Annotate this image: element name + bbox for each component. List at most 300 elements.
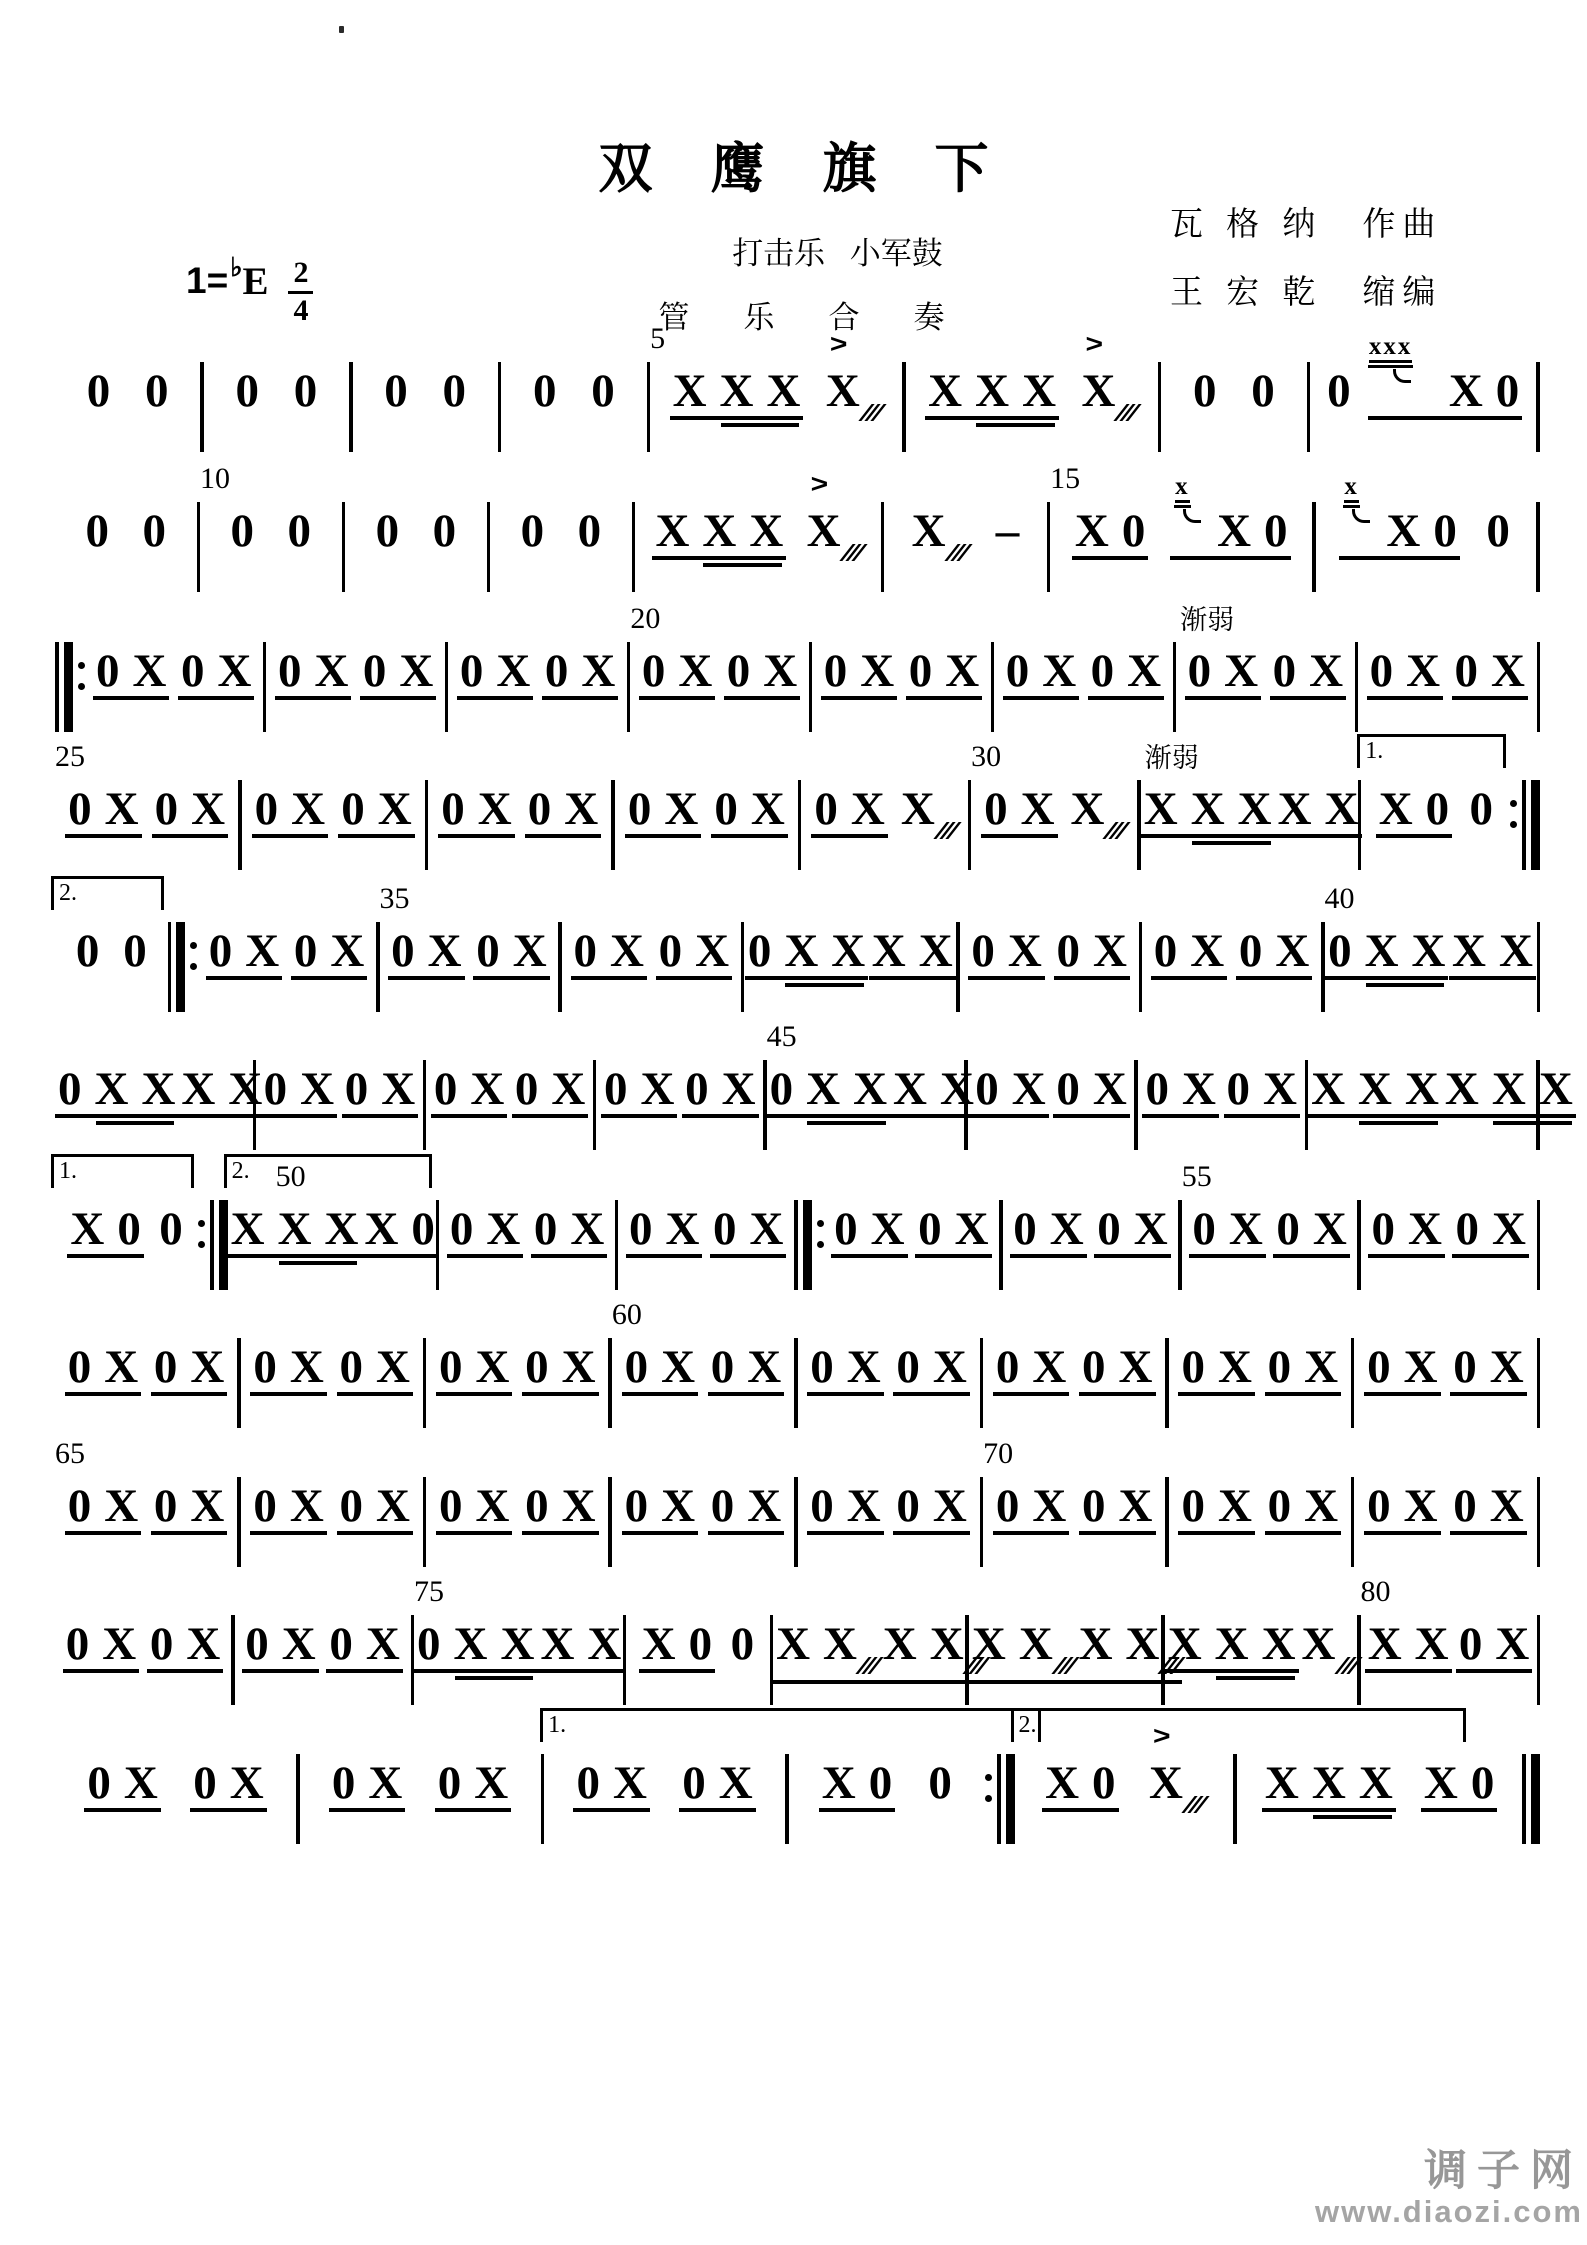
note-glyph: 0 xyxy=(1367,1341,1391,1393)
measure-47 xyxy=(1138,1063,1305,1118)
note xyxy=(1224,645,1259,697)
beat-group xyxy=(728,1618,758,1674)
note xyxy=(65,1618,90,1670)
measure-7 xyxy=(1161,365,1306,421)
note-glyph: 0 xyxy=(1082,1341,1106,1393)
note xyxy=(362,645,387,697)
note xyxy=(685,1063,709,1115)
note-glyph: X xyxy=(104,1480,139,1532)
beat-group xyxy=(670,365,804,420)
beat-group xyxy=(512,1063,588,1118)
measure-56 xyxy=(1361,1203,1537,1258)
note xyxy=(1358,1063,1392,1115)
note-glyph: X xyxy=(141,1063,176,1115)
note xyxy=(191,783,226,835)
note-glyph: 0 xyxy=(65,1618,90,1670)
beat-group xyxy=(915,1203,991,1258)
note-glyph: X xyxy=(365,1618,400,1670)
beat-group xyxy=(993,1341,1069,1396)
note xyxy=(870,1203,905,1255)
note-glyph: X xyxy=(1311,1757,1346,1809)
note xyxy=(1407,1203,1442,1255)
beat-group xyxy=(639,645,715,700)
note-glyph: X xyxy=(806,505,841,557)
note xyxy=(564,783,599,835)
note-glyph: 0 xyxy=(1090,645,1115,697)
beat-group xyxy=(84,365,114,421)
note-glyph: X xyxy=(1491,1063,1526,1115)
measure-8 xyxy=(1310,333,1536,421)
note-glyph: 0 xyxy=(628,1203,653,1255)
note-glyph: X xyxy=(474,1757,509,1809)
note xyxy=(300,1063,335,1115)
note xyxy=(1145,1063,1169,1115)
note xyxy=(1403,1480,1438,1532)
note-glyph: 0 xyxy=(896,1480,920,1532)
note-glyph: 0 xyxy=(747,925,772,977)
note-glyph: 0 xyxy=(1454,645,1479,697)
measure-72 xyxy=(1354,1480,1536,1535)
note xyxy=(719,365,754,417)
note xyxy=(432,505,457,557)
beat-group xyxy=(430,505,460,561)
note-glyph: X xyxy=(1093,925,1127,977)
note xyxy=(153,1341,178,1393)
note xyxy=(1277,783,1312,835)
note-glyph: X xyxy=(1264,1757,1299,1809)
note-glyph: 0 xyxy=(544,645,569,697)
note-glyph: X xyxy=(1404,1063,1439,1115)
beat-group xyxy=(151,1341,227,1396)
note xyxy=(1311,1063,1346,1115)
note xyxy=(1214,1618,1249,1670)
note-glyph: X xyxy=(70,1203,105,1255)
measure-30 xyxy=(971,740,1137,850)
beat-group xyxy=(969,1618,1076,1684)
beat-group xyxy=(360,645,436,700)
beat-group xyxy=(67,1203,143,1258)
note-glyph: X xyxy=(190,1480,225,1532)
note-glyph: 0 xyxy=(1371,1203,1395,1255)
note xyxy=(453,1618,488,1670)
beat-group xyxy=(530,365,560,421)
repeat-dots xyxy=(985,1774,992,1844)
measure-50 xyxy=(228,1158,436,1258)
note xyxy=(1275,925,1310,977)
measure-75 xyxy=(414,1575,623,1673)
note-glyph: X xyxy=(721,1063,756,1115)
note xyxy=(1455,1203,1479,1255)
beat-group xyxy=(573,1757,649,1812)
note xyxy=(1368,333,1483,417)
note-glyph: X xyxy=(1143,783,1178,835)
note xyxy=(853,1063,888,1115)
note xyxy=(831,925,866,977)
note xyxy=(945,645,980,697)
note-glyph: 0 xyxy=(685,1063,709,1115)
note-glyph: X xyxy=(1367,1618,1402,1670)
note xyxy=(459,645,484,697)
note-glyph: X xyxy=(1538,1063,1573,1115)
note xyxy=(1007,925,1042,977)
sixteenth-subgroup xyxy=(784,925,866,977)
time-signature-numerator: 2 xyxy=(288,258,313,294)
note xyxy=(1181,1480,1205,1532)
note-glyph: 0 xyxy=(67,1480,92,1532)
barline-thin xyxy=(1537,1200,1541,1290)
note xyxy=(900,783,955,839)
note xyxy=(1093,925,1127,977)
note-glyph: 0 xyxy=(975,1063,999,1115)
note xyxy=(341,783,365,835)
note xyxy=(1453,1480,1477,1532)
note-glyph: 0 xyxy=(153,1480,178,1532)
volta-label: 1. xyxy=(1365,738,1384,764)
beat-group xyxy=(250,1480,326,1535)
note-glyph: 0 xyxy=(1367,1480,1391,1532)
note-glyph: X xyxy=(1489,1341,1524,1393)
measure-17 xyxy=(85,645,263,700)
note-glyph: X xyxy=(850,783,885,835)
beat-group xyxy=(682,1063,758,1118)
beat-group xyxy=(711,783,787,838)
measure-74 xyxy=(235,1618,411,1673)
beat-group xyxy=(473,925,549,980)
beat-group xyxy=(972,1063,1048,1118)
beat-group xyxy=(65,783,141,838)
note xyxy=(823,1618,877,1674)
volta-bracket xyxy=(51,1154,194,1188)
sixteenth-subgroup xyxy=(1214,1618,1296,1670)
barline xyxy=(1537,922,1541,1012)
beat-group xyxy=(1325,925,1448,980)
note-glyph: X xyxy=(1217,1341,1252,1393)
note xyxy=(1491,1063,1526,1115)
note-glyph: X xyxy=(911,505,946,557)
note-glyph: 0 xyxy=(995,1341,1020,1393)
beat-group xyxy=(447,1203,523,1258)
beat-group xyxy=(518,505,548,561)
note-glyph: X xyxy=(678,645,713,697)
note-glyph: X xyxy=(104,783,139,835)
note-glyph: X xyxy=(1423,1757,1458,1809)
barline xyxy=(198,1200,228,1290)
beat-group xyxy=(178,645,254,700)
note-glyph: X xyxy=(1261,1618,1296,1670)
note-glyph: X xyxy=(1403,1480,1438,1532)
measure-53 xyxy=(824,1203,1000,1258)
note-glyph: 0 xyxy=(1121,505,1146,557)
note xyxy=(245,1618,269,1670)
barline-thick xyxy=(1006,1754,1015,1844)
note-glyph: X xyxy=(587,1618,622,1670)
note-glyph: X xyxy=(1304,1341,1339,1393)
beat-group xyxy=(250,1341,326,1396)
note xyxy=(806,470,861,561)
measure-77 xyxy=(773,1618,965,1684)
barline-thick xyxy=(1531,1754,1540,1844)
beat-group xyxy=(1088,645,1164,700)
note xyxy=(208,925,233,977)
note-glyph: X xyxy=(1020,783,1055,835)
note xyxy=(475,1480,510,1532)
note xyxy=(339,1480,364,1532)
measure-number: 75 xyxy=(414,1575,445,1608)
note xyxy=(1167,1618,1202,1670)
note xyxy=(1276,1203,1300,1255)
note xyxy=(1042,645,1077,697)
note-glyph: X xyxy=(132,645,167,697)
note xyxy=(806,1063,841,1115)
beat-group xyxy=(1142,1063,1218,1118)
note-glyph: X xyxy=(1045,1757,1080,1809)
dynamic-marking: 渐弱 xyxy=(1180,605,1235,635)
measure-15 xyxy=(1050,462,1312,560)
note xyxy=(682,1757,706,1809)
repeat-dot xyxy=(198,1241,205,1248)
note xyxy=(1127,645,1162,697)
note xyxy=(474,1757,509,1809)
note-glyph: X xyxy=(918,925,953,977)
note-glyph: X xyxy=(1042,645,1077,697)
barline xyxy=(985,1754,1015,1844)
note-glyph: X xyxy=(1018,1618,1053,1670)
note xyxy=(612,1757,647,1809)
note xyxy=(291,783,326,835)
note xyxy=(893,1063,927,1115)
note-glyph: X xyxy=(228,1063,263,1115)
note-glyph: 0 xyxy=(438,1341,463,1393)
note-glyph: X xyxy=(551,1063,586,1115)
beat-group xyxy=(142,365,172,421)
note xyxy=(655,505,690,557)
note-glyph: 0 xyxy=(1187,645,1212,697)
composer-credit: 瓦 格 纳 作曲 xyxy=(1170,205,1443,242)
note-glyph: X xyxy=(664,783,699,835)
note xyxy=(486,1203,521,1255)
note-glyph: X xyxy=(1358,1063,1392,1115)
note xyxy=(411,1203,435,1255)
note-glyph: X xyxy=(94,1063,129,1115)
beat-group xyxy=(233,365,263,421)
note xyxy=(329,1618,353,1670)
note xyxy=(911,505,966,561)
note xyxy=(641,1618,676,1670)
beat-group xyxy=(438,783,514,838)
measure-82 xyxy=(300,1757,541,1812)
note-glyph: 0 xyxy=(814,783,838,835)
accent-icon: > xyxy=(1153,1722,1171,1751)
tremolo-slashes-icon xyxy=(944,544,972,561)
note-glyph: X xyxy=(823,1618,857,1670)
note xyxy=(1358,1757,1393,1809)
beat-group xyxy=(1367,645,1443,700)
note-glyph: 0 xyxy=(1238,925,1263,977)
note-glyph: X xyxy=(1309,645,1344,697)
note xyxy=(1049,1203,1084,1255)
beat-group xyxy=(981,783,1057,838)
note-glyph: 0 xyxy=(1267,1341,1292,1393)
measure-51 xyxy=(439,1203,615,1258)
note-glyph: X xyxy=(330,925,365,977)
note xyxy=(628,1203,653,1255)
note xyxy=(868,1757,893,1809)
note xyxy=(475,1341,510,1393)
measure-19 xyxy=(448,645,626,700)
note-glyph: X xyxy=(672,365,707,417)
measure-number: 80 xyxy=(1360,1575,1391,1608)
volta-label: 2. xyxy=(1018,1712,1037,1738)
note xyxy=(438,1480,463,1532)
note xyxy=(1056,1063,1080,1115)
note xyxy=(1070,783,1125,839)
beat-group xyxy=(1185,645,1261,700)
note xyxy=(193,1757,217,1809)
beat-group xyxy=(1178,1341,1254,1396)
note xyxy=(253,1341,277,1393)
measure-73 xyxy=(55,1618,231,1673)
note-glyph: 0 xyxy=(1192,1203,1216,1255)
note xyxy=(672,365,707,417)
beat-group xyxy=(1308,1063,1442,1118)
measure-84 xyxy=(789,1757,985,1813)
note-glyph: X xyxy=(300,1063,335,1115)
measure-65 xyxy=(55,1437,237,1535)
dynamic-marking: 渐弱 xyxy=(1144,743,1199,773)
beat-group xyxy=(326,1618,402,1673)
note xyxy=(142,505,167,557)
note-glyph: X xyxy=(749,1203,784,1255)
note-glyph: X xyxy=(1118,1480,1153,1532)
beat-group xyxy=(388,925,464,980)
note xyxy=(1121,505,1146,557)
note xyxy=(500,1618,535,1670)
note-glyph: 0 xyxy=(1369,645,1394,697)
beat-group xyxy=(1324,365,1354,421)
tremolo-slashes-icon xyxy=(1114,404,1142,421)
note xyxy=(908,645,933,697)
note-glyph: X xyxy=(975,365,1010,417)
beat-group xyxy=(329,1757,405,1812)
repeat-dots xyxy=(198,1220,205,1290)
note xyxy=(1367,1618,1402,1670)
beat-group xyxy=(807,1480,883,1535)
note xyxy=(190,1341,225,1393)
measure-36 xyxy=(562,925,741,980)
note xyxy=(1301,1618,1356,1674)
score-line-4 xyxy=(55,738,1540,890)
beat-group xyxy=(1189,1203,1265,1258)
note-glyph: X xyxy=(1081,365,1116,417)
note-glyph: 0 xyxy=(293,925,318,977)
watermark xyxy=(1315,2148,1583,2229)
note-glyph: X xyxy=(1022,365,1057,417)
note-glyph: 0 xyxy=(411,1203,435,1255)
beat-group xyxy=(65,1480,141,1535)
measure-67 xyxy=(426,1480,608,1535)
note-glyph: 0 xyxy=(514,1063,539,1115)
beat-group xyxy=(65,1341,141,1396)
sixteenth-subgroup xyxy=(1364,925,1446,977)
note-glyph: 0 xyxy=(180,645,205,697)
measure-28 xyxy=(615,783,798,838)
accent-icon: > xyxy=(829,330,848,359)
note xyxy=(1470,1757,1495,1809)
note xyxy=(1011,1063,1046,1115)
note xyxy=(1371,1203,1395,1255)
grace-notes: x xyxy=(1175,476,1190,503)
note xyxy=(70,1203,105,1255)
beat-group xyxy=(601,1063,677,1118)
beat-group xyxy=(1072,505,1148,560)
beat-group xyxy=(361,1203,437,1258)
measure-number: 70 xyxy=(983,1437,1014,1470)
note xyxy=(1309,645,1344,697)
note-glyph: X xyxy=(289,1341,324,1393)
note xyxy=(1304,1341,1339,1393)
note xyxy=(1453,1341,1477,1393)
note xyxy=(678,645,713,697)
note xyxy=(438,1341,463,1393)
repeat-dot xyxy=(1510,800,1517,807)
note xyxy=(1097,1203,1121,1255)
note xyxy=(1237,783,1272,835)
measure-37 xyxy=(744,925,956,980)
note-glyph: X xyxy=(665,1203,700,1255)
key-note: E xyxy=(242,260,269,303)
beat-group xyxy=(575,505,605,561)
note-glyph: X xyxy=(181,1063,216,1115)
note xyxy=(928,1757,952,1809)
note xyxy=(441,783,465,835)
note-glyph: 0 xyxy=(75,925,100,977)
note xyxy=(230,1203,265,1255)
beat-group xyxy=(291,925,367,980)
beat-group xyxy=(285,505,315,561)
note-glyph: 0 xyxy=(896,1341,920,1393)
note xyxy=(1190,783,1225,835)
note xyxy=(1187,645,1212,697)
note-glyph: X xyxy=(1078,1618,1113,1670)
note-glyph: 0 xyxy=(918,1203,942,1255)
repeat-dots xyxy=(78,662,85,732)
note-glyph: 0 xyxy=(85,505,109,557)
note xyxy=(747,925,772,977)
note-glyph: 0 xyxy=(438,1480,463,1532)
note xyxy=(1013,1203,1037,1255)
measure-40 xyxy=(1324,882,1537,980)
note xyxy=(1263,1063,1297,1115)
note-glyph: 0 xyxy=(1145,1063,1169,1115)
note-glyph: 0 xyxy=(1013,1203,1037,1255)
note xyxy=(624,1480,649,1532)
arranger-credit: 王 宏 乾 缩编 xyxy=(1170,273,1443,310)
note-glyph: X xyxy=(1407,1203,1442,1255)
beat-group xyxy=(1299,1618,1359,1685)
note-glyph: X xyxy=(229,1757,264,1809)
sixteenth-subgroup xyxy=(719,365,801,417)
note xyxy=(750,783,785,835)
note-glyph: X xyxy=(806,1063,841,1115)
note-glyph: X xyxy=(954,1203,989,1255)
note xyxy=(533,365,557,417)
note xyxy=(1304,1480,1339,1532)
beat-group xyxy=(147,1618,223,1673)
note xyxy=(712,1203,737,1255)
note xyxy=(882,1618,917,1670)
beat-group xyxy=(338,783,414,838)
note-glyph: X xyxy=(853,1063,888,1115)
